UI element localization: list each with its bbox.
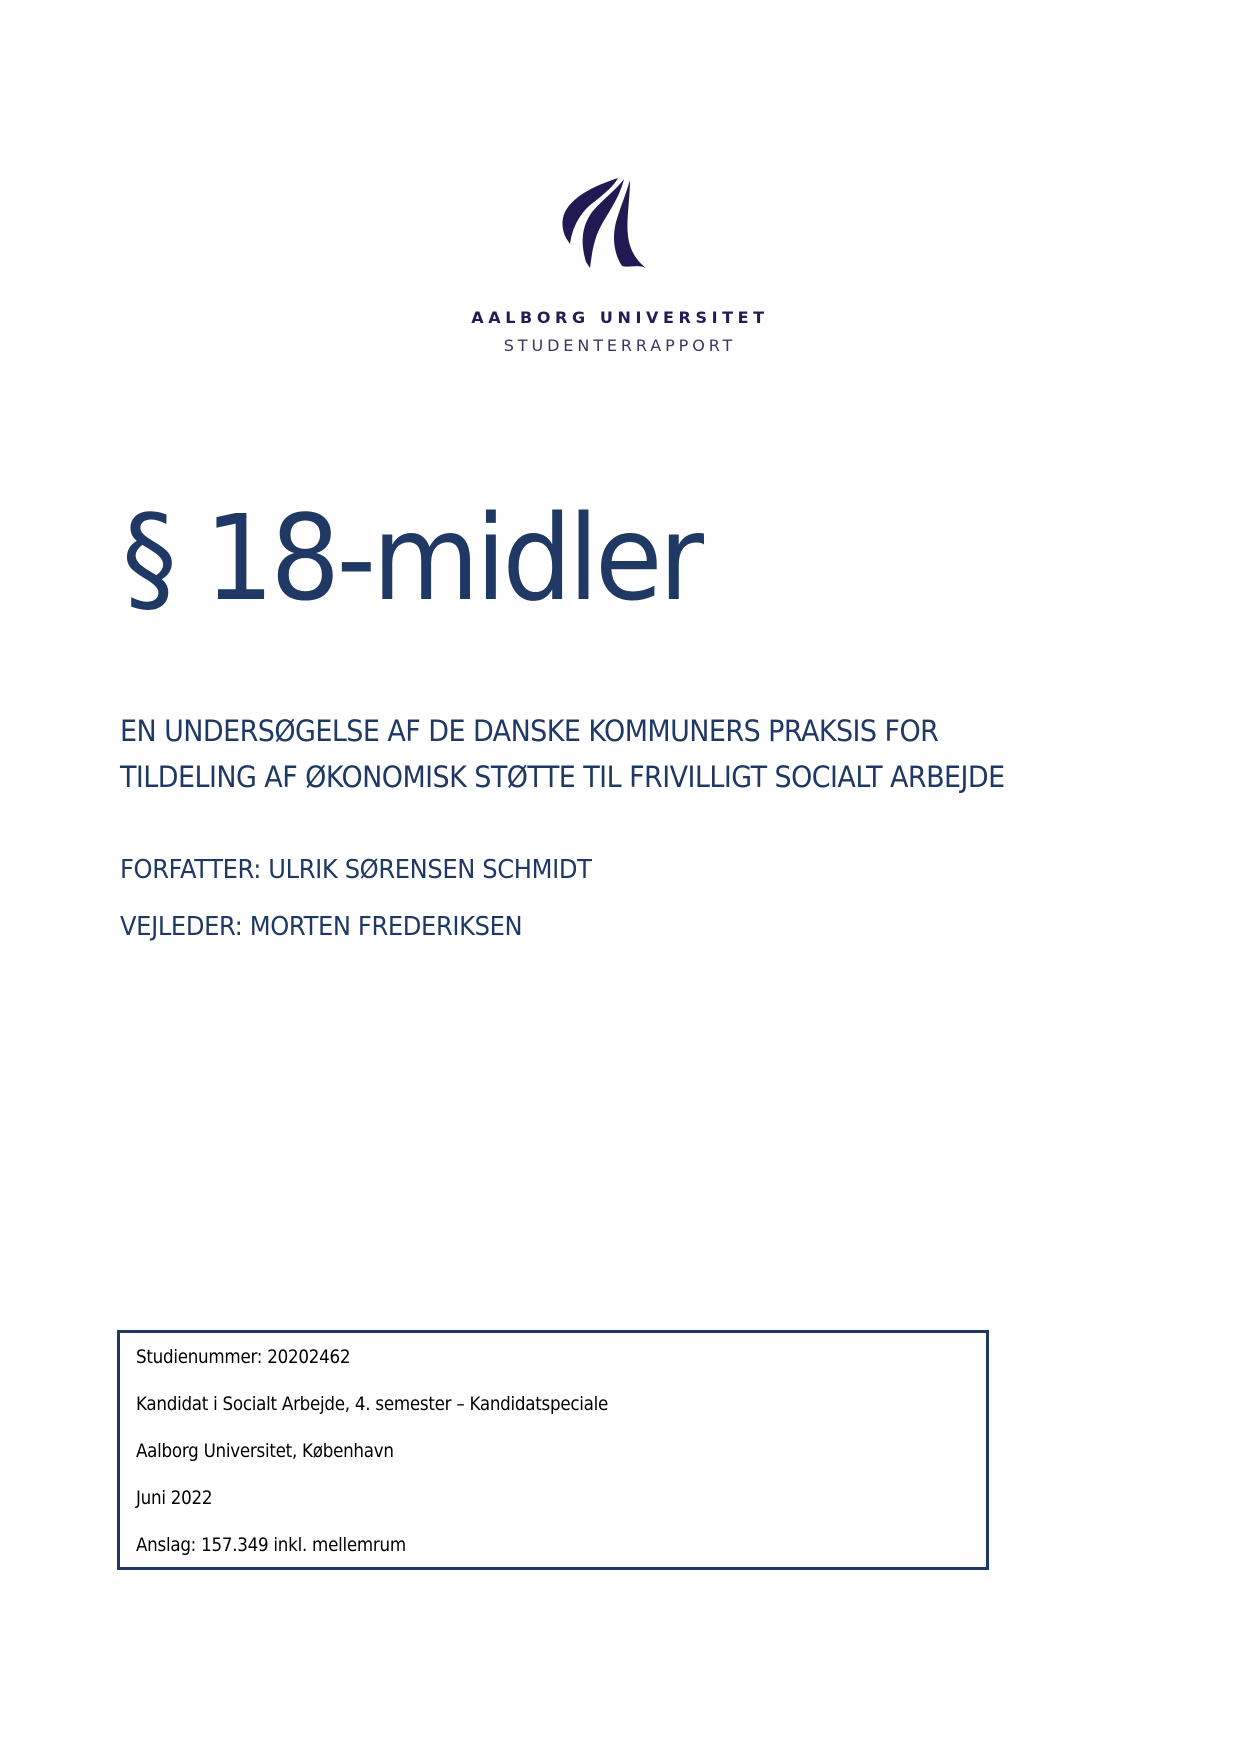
aau-wave-logo-icon bbox=[560, 176, 660, 270]
character-count: Anslag: 157.349 inkl. mellemrum bbox=[136, 1534, 406, 1556]
info-box bbox=[117, 1330, 989, 1570]
date-line: Juni 2022 bbox=[136, 1487, 213, 1509]
page-title: § 18-midler bbox=[122, 489, 701, 627]
advisor-line: VEJLEDER: MORTEN FREDERIKSEN bbox=[120, 912, 523, 942]
university-name: AALBORG UNIVERSITET bbox=[471, 308, 769, 327]
author-line: FORFATTER: ULRIK SØRENSEN SCHMIDT bbox=[120, 855, 592, 885]
report-subtitle: EN UNDERSØGELSE AF DE DANSKE KOMMUNERS PRAKSIS FOR TILDELING AF ØKONOMISK STØTTE TIL FRIVILLIGT SOCIALT ARBEJDE bbox=[120, 714, 1005, 794]
student-number: Studienummer: 20202462 bbox=[136, 1346, 351, 1368]
program-line: Kandidat i Socialt Arbejde, 4. semester – Kandidatspeciale bbox=[136, 1393, 609, 1415]
report-type-label: STUDENTERRAPPORT bbox=[503, 336, 737, 355]
university-location: Aalborg Universitet, København bbox=[136, 1440, 394, 1462]
